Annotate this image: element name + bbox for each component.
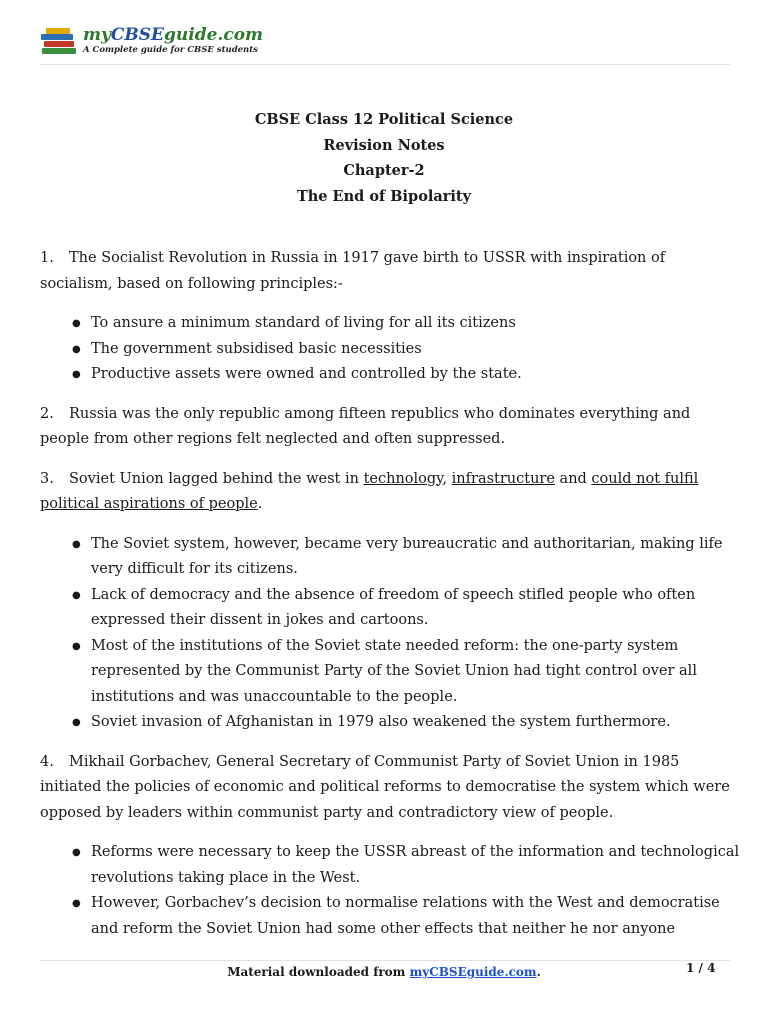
books-logo-icon — [40, 26, 80, 56]
paragraph-3: 3. Soviet Union lagged behind the west in technology, infrastructure and could not fulfil political aspirations of people. — [40, 470, 699, 512]
document-body — [40, 246, 740, 956]
document-title — [0, 107, 768, 209]
page-header — [40, 22, 730, 65]
list-item: ● Productive assets were owned and controlled by the state. — [40, 362, 740, 388]
list-item: ● The government subsidised basic necessities — [40, 337, 740, 363]
title-chapter-name: The End of Bipolarity — [296, 187, 472, 205]
bullet-list-3 — [40, 532, 740, 736]
page-footer: Material downloaded from myCBSEguide.com. — [227, 965, 541, 979]
paragraph-1: 1. The Socialist Revolution in Russia in 1917 gave birth to USSR with inspiration of socialism, based on following principles:- — [40, 250, 666, 292]
logo-wordmark: myCBSEguide.com — [83, 25, 264, 45]
underlined-technology: technology — [363, 470, 443, 487]
site-logo[interactable] — [40, 26, 263, 56]
list-item: ● The Soviet system, however, became very bureaucratic and authoritarian, making life very difficult for its citizens. — [40, 532, 740, 583]
list-item: ● However, Gorbachev’s decision to normalise relations with the West and democratise and reform the Soviet Union had some other effects that neither he nor anyone — [40, 891, 740, 942]
page-number: 1 / 4 — [686, 961, 716, 975]
underlined-infrastructure: infrastructure — [451, 470, 555, 487]
title-course: CBSE Class 12 Political Science — [254, 111, 514, 128]
footer-site-link[interactable]: myCBSEguide.com — [409, 965, 537, 979]
paragraph-2: 2. Russia was the only republic among fifteen republics who dominates everything and people from other regions felt neglected and often suppressed. — [40, 405, 691, 447]
list-item: ● To ansure a minimum standard of living for all its citizens — [40, 311, 740, 337]
paragraph-4: 4. Mikhail Gorbachev, General Secretary of Communist Party of Soviet Union in 1985 initiated the policies of economic and political reforms to democratise the system which were opposed by leaders within communist party and contradictory view of people. — [40, 753, 730, 821]
title-chapter: Chapter-2 — [343, 162, 425, 179]
list-item: ● Reforms were necessary to keep the USSR abreast of the information and technological revolutions taking place in the West. — [40, 840, 740, 891]
list-item: ● Soviet invasion of Afghanistan in 1979 also weakened the system furthermore. — [40, 710, 740, 736]
underlined-aspirations: could not fulfil political aspirations of people — [40, 470, 699, 512]
list-item: ● Most of the institutions of the Soviet state needed reform: the one-party system represented by the Communist Party of the Soviet Union had tight control over all institutions and was unaccountable to the people. — [40, 634, 740, 711]
bullet-list-1 — [40, 311, 740, 388]
bullet-list-4 — [40, 840, 740, 942]
list-item: ● Lack of democracy and the absence of freedom of speech stifled people who often expressed their dissent in jokes and cartoons. — [40, 583, 740, 634]
title-subtitle: Revision Notes — [323, 136, 445, 154]
logo-tagline: A Complete guide for CBSE students — [83, 45, 258, 55]
footer-divider — [40, 960, 730, 961]
